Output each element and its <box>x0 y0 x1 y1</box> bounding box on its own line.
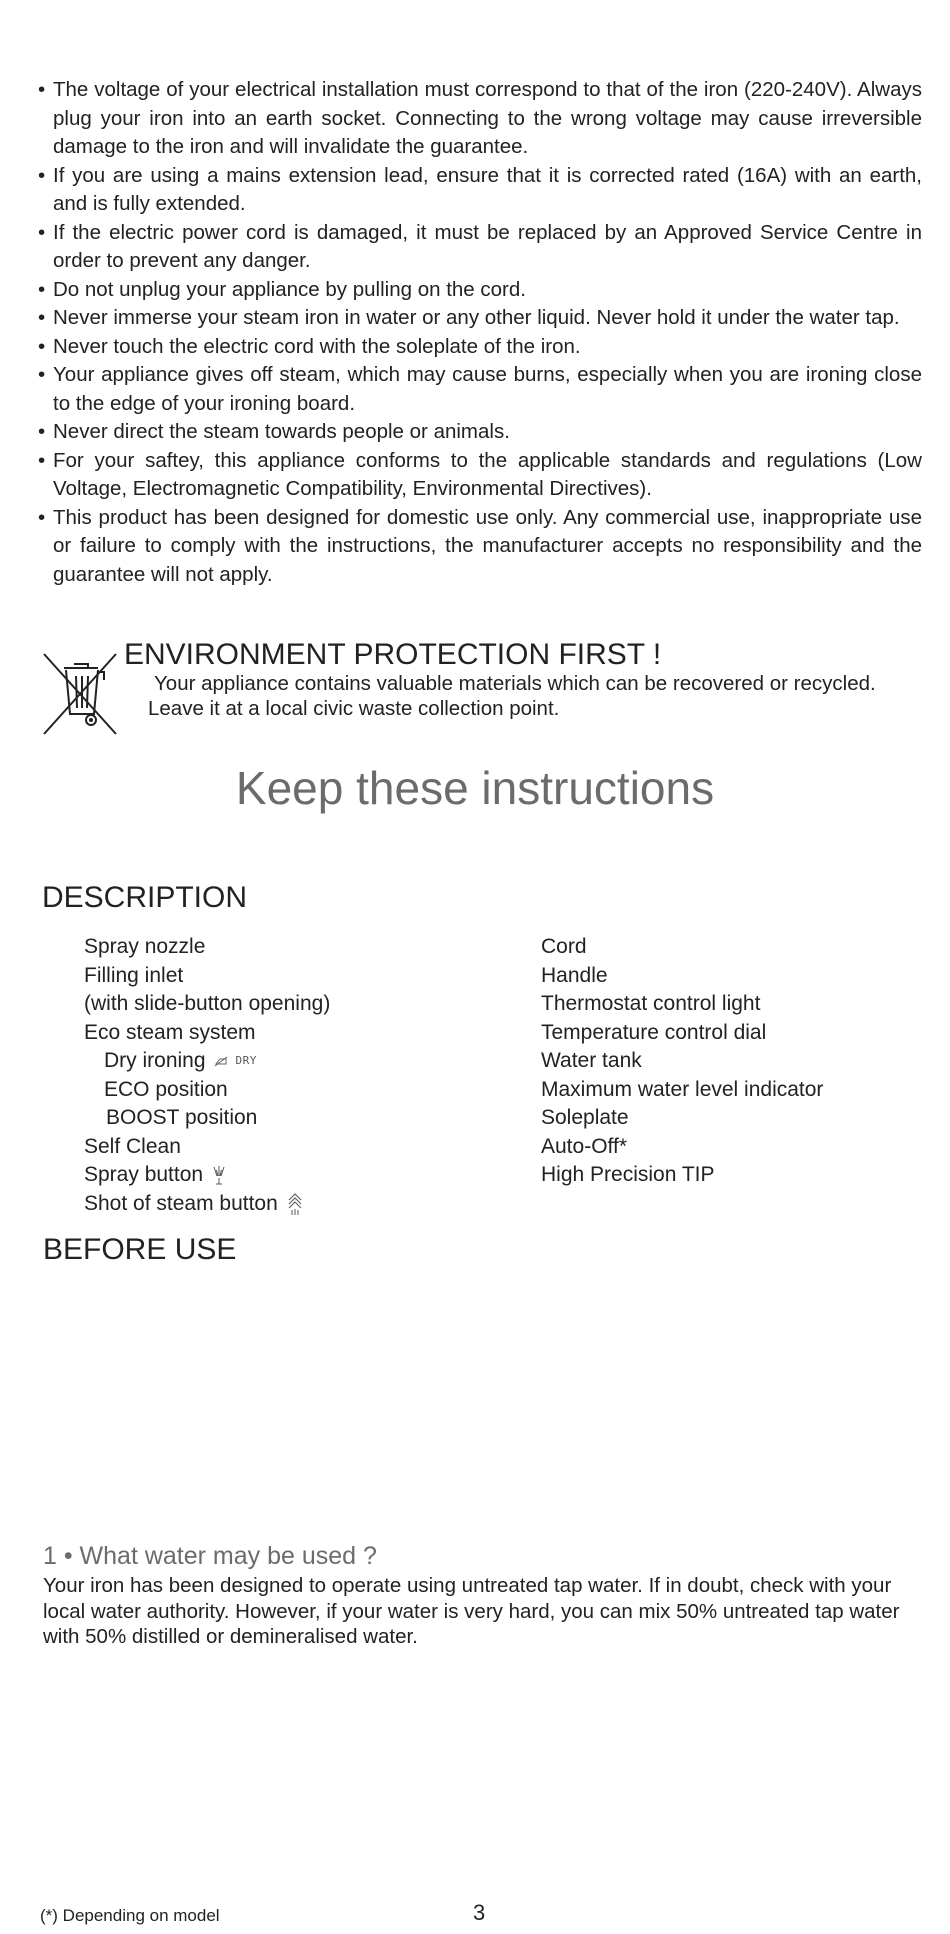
water-section-paragraph: Your iron has been designed to operate using untreated tap water. If in doubt, check with your local water authority. However, if your water is very hard, you can mix 50% untreated tap water with 50% distilled or demineralised water. <box>43 1574 900 1648</box>
crossed-out-wheelie-bin-icon <box>40 650 120 738</box>
safety-item-text: For your saftey, this appliance conforms to the applicable standards and regulations (Low Voltage, Electromagnetic Compatibility, Environmental Directives). <box>53 448 922 500</box>
description-item: Self Clean <box>84 1134 181 1158</box>
safety-item <box>38 162 922 219</box>
bullet: • <box>38 78 46 101</box>
bullet: • <box>38 220 46 244</box>
safety-item-text: Do not unplug your appliance by pulling on the cord. <box>53 277 526 301</box>
description-list-right <box>541 933 921 1190</box>
safety-instructions-list <box>38 76 922 589</box>
footnote: (*) Depending on model <box>40 1906 220 1925</box>
bullet: • <box>38 334 46 358</box>
description-item: Maximum water level indicator <box>541 1077 824 1101</box>
safety-item-text: Never touch the electric cord with the soleplate of the iron. <box>53 334 581 358</box>
safety-item <box>38 276 922 305</box>
description-heading: DESCRIPTION <box>42 881 248 914</box>
description-item: Soleplate <box>541 1106 629 1129</box>
safety-item-text: If the electric power cord is damaged, it must be replaced by an Approved Service Centre in order to prevent any danger. <box>53 220 922 272</box>
dry-ironing-icon <box>214 1055 228 1067</box>
bullet: • <box>38 505 46 529</box>
safety-item <box>38 76 922 162</box>
bullet: • <box>38 448 46 472</box>
environment-paragraph: Your appliance contains valuable materials which can be recovered or recycled. <box>154 672 876 695</box>
description-item: Water tank <box>541 1049 642 1072</box>
description-item: Temperature control dial <box>541 1020 767 1044</box>
safety-item <box>38 418 922 447</box>
bullet: • <box>38 363 46 386</box>
description-item: Thermostat control light <box>541 992 761 1015</box>
description-item: Filling inlet <box>84 963 184 987</box>
safety-item-text: Your appliance gives off steam, which may cause burns, especially when you are ironing close to the edge of your ironing board. <box>53 363 922 415</box>
shot-of-steam-icon <box>286 1191 304 1217</box>
safety-item <box>38 219 922 276</box>
dry-icon-label: DRY <box>235 1054 257 1068</box>
spray-icon <box>211 1164 227 1188</box>
description-item: (with slide-button opening) <box>84 992 331 1015</box>
description-item: BOOST position <box>106 1106 258 1130</box>
safety-item-text: If you are using a mains extension lead, ensure that it is corrected rated (16A) with an earth, and is fully extended. <box>53 163 922 215</box>
safety-item-text: Never direct the steam towards people or animals. <box>53 420 510 443</box>
keep-instructions-title: Keep these instructions <box>235 762 715 814</box>
safety-item-text: This product has been designed for domestic use only. Any commercial use, inappropriate use or failure to comply with the instructions, the manufacturer accepts no responsibility and the guarantee will not apply. <box>53 505 922 586</box>
description-item: Spray nozzle <box>84 935 206 958</box>
description-list-left <box>84 933 504 1218</box>
description-item: ECO position <box>104 1077 228 1101</box>
description-item <box>84 1190 504 1219</box>
description-item-label: Spray button <box>84 1163 204 1187</box>
safety-item <box>38 304 922 333</box>
description-item <box>84 1047 504 1076</box>
bullet: • <box>38 306 46 329</box>
description-item: Cord <box>541 935 587 958</box>
before-use-heading: BEFORE USE <box>43 1233 237 1266</box>
water-section-heading: 1 • What water may be used ? <box>43 1542 377 1570</box>
safety-item-text: The voltage of your electrical installation must correspond to that of the iron (220-240V). Always plug your iron into an earth socket. Connecting to the wrong voltage may cause irreversible damage to the iron and will invalidate the guarantee. <box>53 78 922 158</box>
description-item: Handle <box>541 963 608 987</box>
description-item: Auto-Off* <box>541 1134 627 1158</box>
safety-item <box>38 361 922 418</box>
description-item <box>84 1161 504 1190</box>
environment-paragraph: Leave it at a local civic waste collection point. <box>148 697 560 720</box>
description-item-label: Dry ironing <box>104 1049 206 1072</box>
bullet: • <box>38 420 46 443</box>
safety-item <box>38 333 922 362</box>
description-item: Eco steam system <box>84 1020 256 1044</box>
bullet: • <box>38 163 46 187</box>
safety-item <box>38 504 922 590</box>
environment-title: ENVIRONMENT PROTECTION FIRST ! <box>124 638 662 671</box>
page-number: 3 <box>473 1900 486 1925</box>
description-item-label: Shot of steam button <box>84 1191 278 1215</box>
bullet: • <box>38 277 46 301</box>
environment-text <box>124 638 924 722</box>
description-item: High Precision TIP <box>541 1163 715 1186</box>
safety-item-text: Never immerse your steam iron in water or any other liquid. Never hold it under the water tap. <box>53 306 900 329</box>
safety-item <box>38 447 922 504</box>
